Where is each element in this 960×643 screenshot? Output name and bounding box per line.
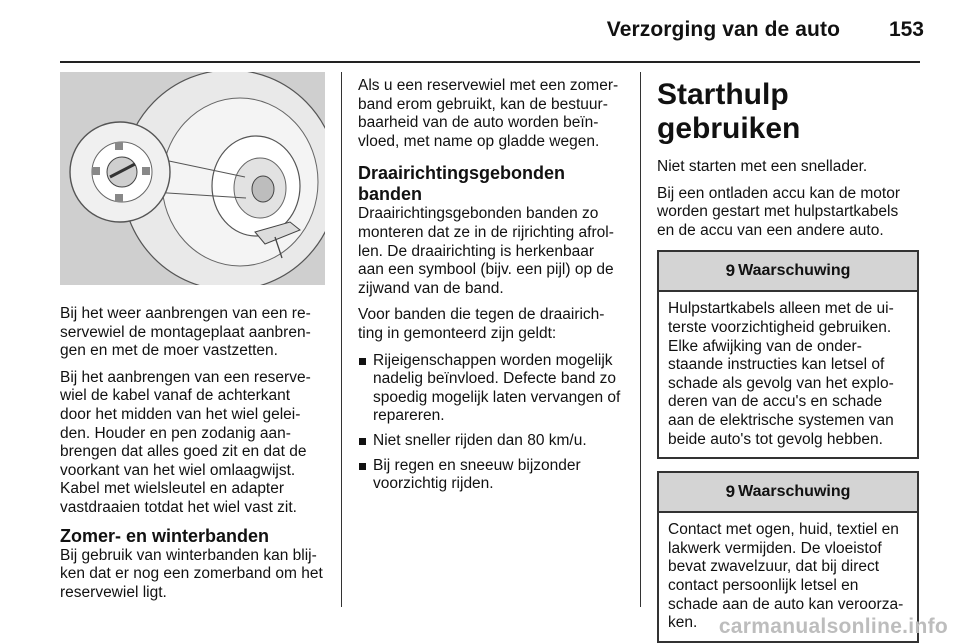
warning-icon: 9 xyxy=(725,481,736,501)
warning-title: Waarschuwing xyxy=(738,262,851,280)
warning-box xyxy=(657,250,919,459)
bullet-icon xyxy=(359,463,366,470)
warning-header xyxy=(659,473,917,513)
paragraph: Bij gebruik van winterbanden kan blij-ken dat er nog een zomerband om het reservewiel ligt. xyxy=(60,546,323,601)
page-header xyxy=(0,0,960,62)
section-heading: Draairichtingsgebonden banden xyxy=(358,163,566,205)
paragraph: Als u een reservewiel met een zomer-band erom gebruikt, kan de bestuur-baarheid van de auto worden beïn-vloed, met name op gladde wegen. xyxy=(358,77,619,150)
warning-text: Contact met ogen, huid, textiel en lakwerk vermijden. De vloeistof bevat zwavelzuur, dat bij direct contact persoonlijk letsel en schade aan de auto kan veroorza-ken. xyxy=(668,521,904,632)
warning-icon: 9 xyxy=(725,261,736,281)
bullet-icon xyxy=(359,438,366,445)
paragraph: Bij het aanbrengen van een reserve-wiel de kabel vanaf de achterkant door het midden van het wiel gelei-den. Houder en pen zodanig aan-brengen dat alles goed zit en dat de voorkant van het wiel omlaagwijst. Kabel met wielsleutel en adapter vastdraaien totdat het wiel vast zit. xyxy=(60,368,311,516)
header-divider xyxy=(60,61,920,63)
paragraph: Bij het weer aanbrengen van een re-servewiel de montageplaat aanbren-gen en met de moer vastzetten. xyxy=(60,305,311,360)
spare-wheel-illustration xyxy=(60,72,325,285)
paragraph: Niet starten met een snellader. xyxy=(657,158,868,175)
paragraph: Draairichtingsgebonden banden zo monteren dat ze in de rijrichting afrol-len. De draairichting is herkenbaar aan een symbool (bijv. een pijl) op de zijwand van de band. xyxy=(358,205,614,297)
bullet-list xyxy=(358,352,624,494)
paragraph: Voor banden die tegen de draairich-ting in gemonteerd zijn geldt: xyxy=(358,306,605,342)
watermark: carmanualsonline.info xyxy=(718,615,948,638)
column-2 xyxy=(358,77,624,500)
list-item: Bij regen en sneeuw bijzonder voorzichtig rijden. xyxy=(358,457,624,494)
page-title: Verzorging van de auto xyxy=(606,18,840,41)
paragraph: Bij een ontladen accu kan de motor worden gestart met hulpstartkabels en de accu van een andere auto. xyxy=(657,184,900,239)
page-number: 153 xyxy=(888,18,924,41)
column-divider-2 xyxy=(640,72,641,607)
column-3 xyxy=(657,78,919,643)
section-heading: Zomer- en winterbanden xyxy=(60,525,270,546)
warning-title: Waarschuwing xyxy=(738,482,851,500)
warning-text: Hulpstartkabels alleen met de ui-terste voorzichtigheid gebruiken. Elke afwijking van de onder-staande instructies kan letsel of schade als gevolg van het explo-deren van de accu's en schade aan de elektrische systemen van beide auto's tot gevolg hebben. xyxy=(668,300,894,448)
bullet-icon xyxy=(359,358,366,365)
section-title: Starthulp gebruiken xyxy=(657,78,801,145)
list-item: Rijeigenschappen worden mogelijk nadelig beïnvloed. Defecte band zo spoedig mogelijk laten vervangen of repareren. xyxy=(358,352,624,426)
list-item: Niet sneller rijden dan 80 km/u. xyxy=(358,432,624,451)
column-divider-1 xyxy=(341,72,342,607)
warning-header xyxy=(659,252,917,292)
column-1 xyxy=(60,72,325,610)
